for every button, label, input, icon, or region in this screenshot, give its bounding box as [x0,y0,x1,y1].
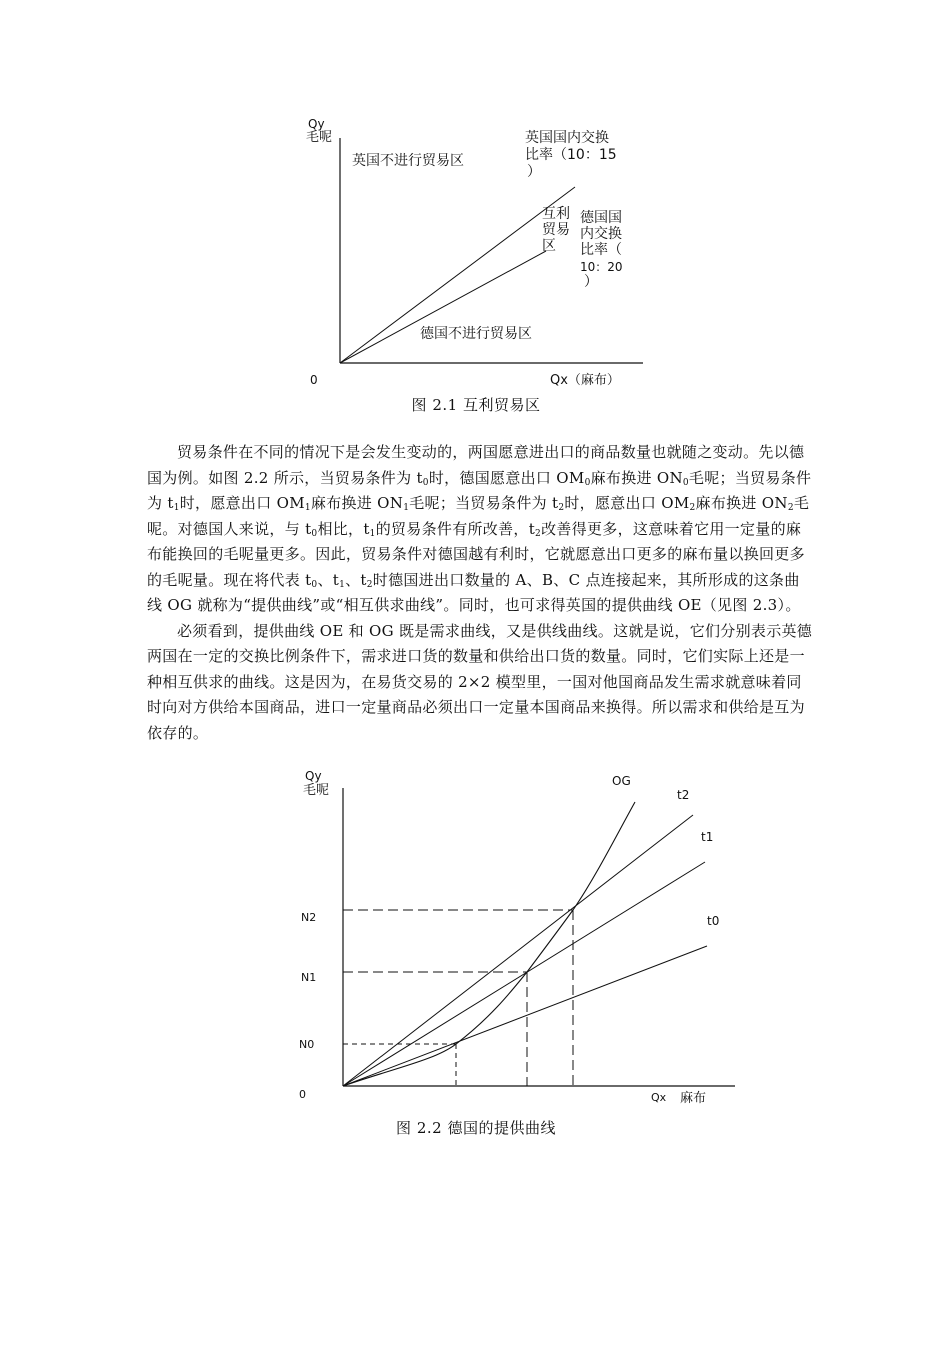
fig1-de-rate-line-3: 比率（ [580,242,622,258]
body-paragraphs [147,440,813,746]
fig2-curve-label-og: OG [612,774,631,788]
fig2-label-t2: t2 [677,788,690,802]
fig1-de-rate-line-5: ） [584,274,598,290]
paragraph-supply-demand: 必须看到，提供曲线 OE 和 OG 既是需求曲线，又是供线曲线。这就是说，它们分别表示英德两国在一定的交换比例条件下，需求进口货的数量和供给出口货的数量。同时，它们实际上还是一种相互供求的曲线。这是因为，在易货交易的 2×2 模型里，一国对他国商品发生需求就意味着同时向对方供给本国商品，进口一定量商品必须出口一定量本国商品来换得。所以需求和供给是互为依存的。 [147,621,813,742]
figure1-caption: 图 2.1 互利贸易区 [411,396,541,414]
fig2-line-t2 [343,815,693,1086]
fig2-line-t0 [343,946,707,1086]
fig1-de-rate-line-2: 内交换 [580,226,622,242]
figure2-caption: 图 2.2 德国的提供曲线 [396,1119,556,1137]
fig2-label-t1: t1 [701,830,714,844]
fig1-uk-rate-line-3: ） [527,164,541,180]
fig2-label-t0: t0 [707,914,720,928]
figure-offer-curve [285,768,745,1113]
fig2-y-axis-label: 毛呢 [303,783,330,798]
fig1-de-rate-line-1: 德国国 [580,210,622,226]
fig2-x-axis-label: 麻布 [680,1091,707,1106]
fig1-de-rate-line [340,251,546,363]
fig1-mutual-line-2: 贸易 [542,222,570,238]
fig1-mutual-line-3: 区 [542,238,556,254]
fig1-y-axis-label: 毛呢 [306,130,333,145]
fig1-de-rate-label [580,210,627,290]
fig1-uk-rate-line-2: 比率（10：15 [525,147,617,163]
fig1-y-axis-symbol: Qy [308,117,325,131]
fig2-tick-n1: N1 [301,971,317,984]
fig2-y-axis-symbol: Qy [305,769,322,783]
fig1-de-no-trade-zone: 德国不进行贸易区 [420,326,532,342]
fig2-tick-n0: N0 [299,1038,315,1051]
fig2-tick-n2: N2 [301,911,317,924]
paragraph-trade-terms: 贸易条件在不同的情况下是会发生变动的，两国愿意进出口的商品数量也就随之变动。先以德国为例。如图 2.2 所示，当贸易条件为 $t_0$时，德国愿意出口 $OM_0$麻布换进 $ON_0$毛呢；当贸易条件为 $t_1$时，愿意出口 $OM_1$麻布换进 $ON_1$毛呢；当贸易条件为 $t_2$时，愿意出口 $OM_2$麻布换进 $ON_2$毛呢。对德国人来说，与 $t_0$相比，$t_1$的贸易条件有所改善，$t_2$改善得更多，这意味着它用一定量的麻布能换回的毛呢量更多。因此，贸易条件对德国越有利时，它就愿意出口更多的麻布量以换回更多的毛呢量。现在将代表 $t_0$、$t_1$、$t_2$时德国进出口数量的 A、B、C 点连接起来，其所形成的这条曲线 OG 就称为“提供曲线”或“相互供求曲线”。同时，也可求得英国的提供曲线 OE（见图 2.3）。 [147,443,812,614]
fig2-offer-curve-og [343,802,635,1086]
fig1-mutual-line-1: 互利 [542,206,570,222]
fig1-mutual-trade-zone [542,205,574,254]
fig1-origin: 0 [310,373,318,387]
figure-mutual-trade-zone [290,108,650,393]
fig1-x-axis-label: Qx（麻布） [550,373,620,388]
fig1-uk-no-trade-zone: 英国不进行贸易区 [352,153,464,169]
fig1-de-rate-line-4: 10：20 [580,260,623,274]
fig1-uk-rate-label [525,129,621,180]
fig2-line-t1 [343,862,705,1086]
fig1-uk-rate-line-1: 英国国内交换 [525,130,609,146]
fig2-origin: 0 [299,1088,306,1101]
fig2-x-axis-symbol: Qx [651,1091,667,1104]
